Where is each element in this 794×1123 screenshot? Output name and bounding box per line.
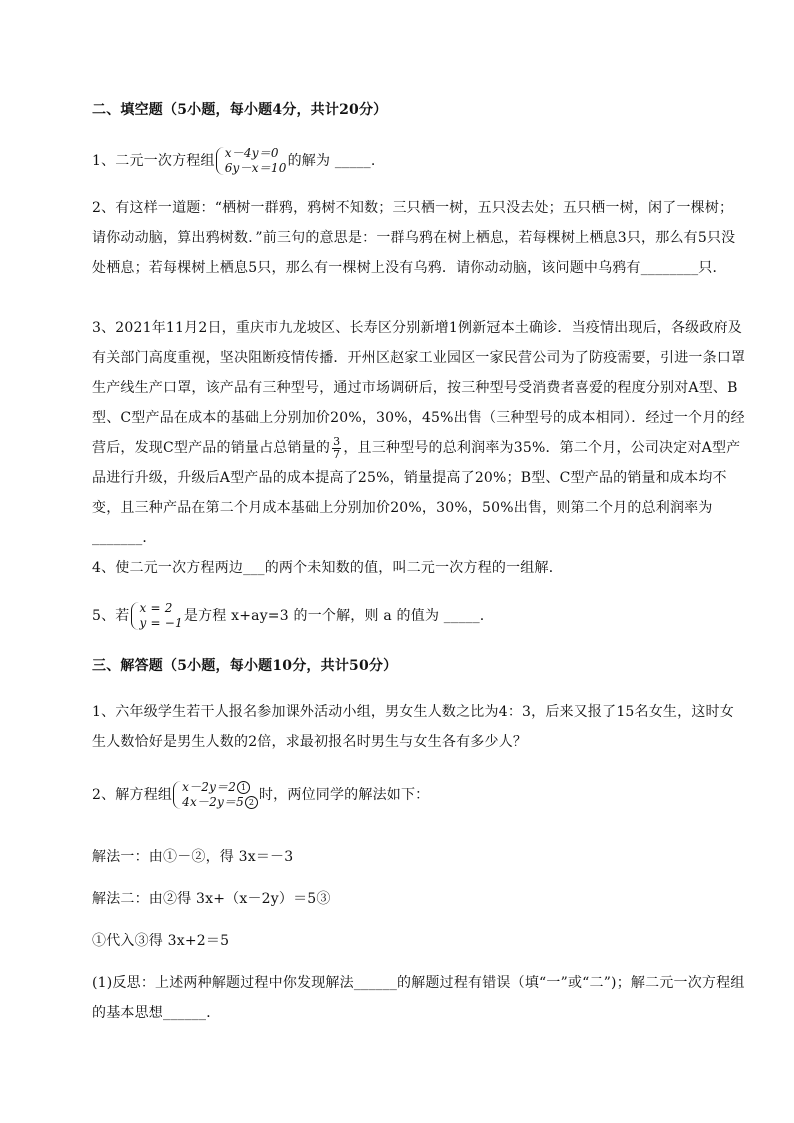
equation-row: [182, 780, 258, 795]
question-3-2: [92, 780, 747, 810]
question-text: ，且三种型号的总利润率为35%．第二个月，公司决定对A型产品进行升级，升级后A型产品的成本提高了25%，销量提高了20%；B型、C型产品的销量和成本均不变，且三种产品在第二个月成本基础上分别加价20%，30%，50%出售，则第二个月的总利润率为_______．: [92, 440, 741, 546]
equation-row: x－4y＝0: [224, 146, 279, 160]
question-2-1: [92, 146, 747, 176]
question-2-4: 4、使二元一次方程两边___的两个未知数的值，叫二元一次方程的一组解．: [92, 560, 563, 576]
fraction-denominator: 7: [333, 447, 341, 461]
fraction-numerator: 3: [333, 434, 341, 448]
question-2-5: [92, 601, 747, 631]
equation-system: [173, 780, 258, 810]
equation-text: 4x－2y＝5: [182, 795, 244, 809]
question-2-3: [92, 313, 747, 553]
section-3-heading: 三、解答题（5小题，每小题10分，共计50分）: [92, 658, 398, 674]
equation-system: [131, 601, 183, 631]
question-text: 5、若: [92, 608, 130, 624]
question-text: 是方程 x+ay=3 的一个解，则 a 的值为 _____.: [183, 608, 485, 624]
question-2-2: 2、有这样一道题：“栖树一群鸦，鸦树不知数；三只栖一树，五只没去处；五只栖一树，闲了一棵树；请你动动脑，算出鸦树数．”前三句的意思是：一群乌鸦在树上栖息，若每棵树上栖息3只，那么有5只没处栖息；若每棵树上栖息5只，那么有一棵树上没有乌鸦．请你动动脑，该问题中乌鸦有________只．: [92, 200, 736, 276]
question-3-1: 1、六年级学生若干人报名参加课外活动小组，男女生人数之比为4：3，后来又报了15名女生，这时女生人数恰好是男生人数的2倍，求最初报名时男生与女生各有多少人？: [92, 704, 734, 750]
equation-row: y = −1: [139, 616, 183, 630]
question-text: 的解为 _____.: [287, 153, 376, 169]
reflection-question: (1)反思：上述两种解题过程中你发现解法______的解题过程有错误（填“一”或“二”)；解二元一次方程组的基本思想______．: [92, 975, 745, 1021]
equation-row: [182, 795, 258, 810]
question-text: 3、2021年11月2日，重庆市九龙坡区、长寿区分别新增1例新冠本土确诊．当疫情出现后，各级政府及有关部门高度重视，坚决阻断疫情传播．开州区赵家工业园区一家民营公司为了防疫需要，引进一条口罩生产线生产口罩，该产品有三种型号，通过市场调研后，按三种型号受消费者喜爱的程度分别对A型、B型、C型产品在成本的基础上分别加价20%，30%，45%出售（三种型号的成本相同）．经过一个月的经营后，发现C型产品的销量占总销量的: [92, 320, 746, 456]
equation-row: x = 2: [139, 601, 173, 615]
question-text: 时，两位同学的解法如下：: [258, 787, 430, 803]
method-one: 解法一：由①－②，得 3x＝－3: [92, 849, 294, 865]
fraction: [332, 436, 341, 461]
equation-row: 6y－x＝10: [224, 161, 287, 175]
method-two: 解法二：由②得 3x+（x－2y）＝5③: [92, 891, 331, 907]
section-2-heading: 二、填空题（5小题，每小题4分，共计20分）: [92, 102, 388, 118]
question-text: 1、二元一次方程组: [92, 153, 215, 169]
substitution-step: ①代入③得 3x+2＝5: [92, 933, 230, 949]
equation-text: x－2y＝2: [182, 780, 237, 794]
question-text: 2、解方程组: [92, 787, 173, 803]
circled-number: 1: [237, 781, 250, 794]
equation-system: [216, 146, 287, 176]
circled-number: 2: [245, 796, 258, 809]
